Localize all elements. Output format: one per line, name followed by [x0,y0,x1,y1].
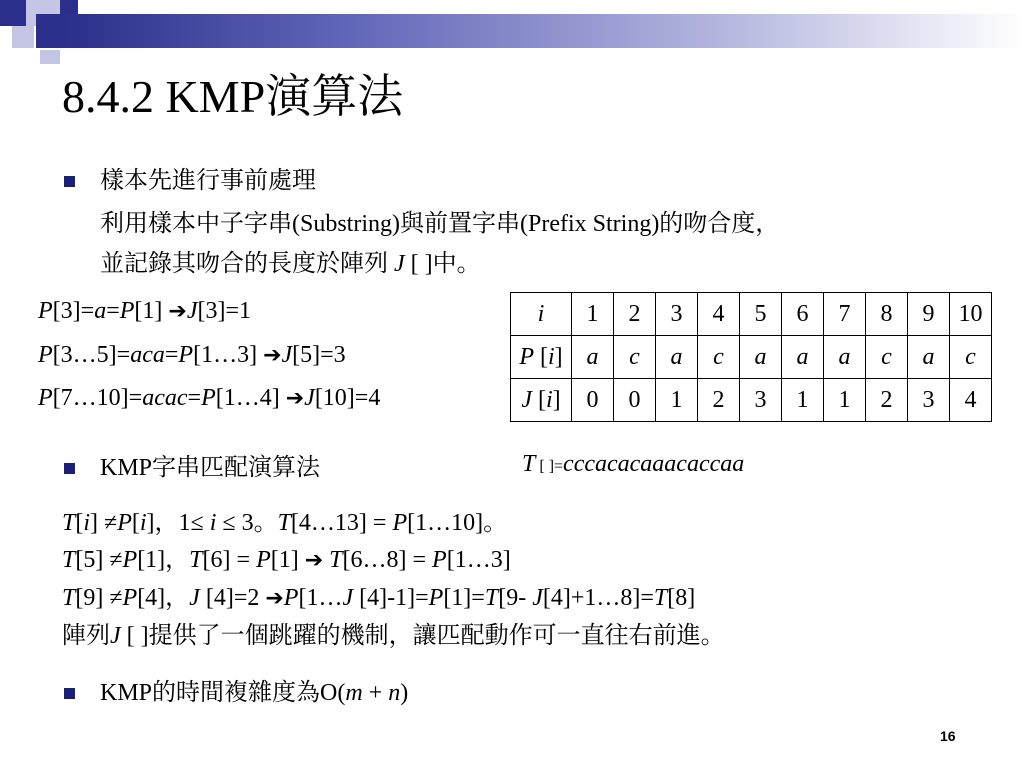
intro-line-1: 利用樣本中子字串(Substring)與前置字串(Prefix String)的吻合度， [100,211,780,237]
deco-square [36,14,60,48]
table-cell: c [950,336,992,379]
table-cell: c [614,336,656,379]
example-line: P[3]=a=P[1] ➔J[3]=1 [38,298,252,324]
arrow-right-icon: ➔ [265,586,284,611]
bullet-preprocess: 樣本先進行事前處理 [100,168,316,194]
table-cell: a [782,336,824,379]
table-row [511,336,992,379]
page-number: 16 [940,728,956,744]
example-line: P[3…5]=aca=P[1…3] ➔J[5]=3 [38,342,346,368]
header-cell: P [i] [511,336,572,379]
deco-square [0,0,26,26]
bullet-icon [64,688,75,699]
table-cell: 1 [656,379,698,422]
table-cell: a [740,336,782,379]
deco-square [12,26,34,48]
table-cell: c [698,336,740,379]
bullet-icon [64,463,75,474]
header-cell: i [511,293,572,336]
table-cell: 1 [824,379,866,422]
table-cell: 8 [866,293,908,336]
arrow-right-icon: ➔ [285,386,305,411]
explanation-line: T[5] ≠P[1]，T[6] = P[1] ➔ T[6…8] = P[1…3] [62,547,511,573]
table-cell: 7 [824,293,866,336]
table-cell: 4 [950,379,992,422]
example-line: P[7…10]=acac=P[1…4] ➔J[10]=4 [38,385,381,411]
table-cell: 3 [656,293,698,336]
table-cell: 2 [614,293,656,336]
table-row [511,379,992,422]
table-cell: a [572,336,614,379]
table-row [511,293,992,336]
table-cell: 9 [908,293,950,336]
table-cell: 3 [908,379,950,422]
table-cell: 10 [950,293,992,336]
kmp-table [510,292,992,422]
table-cell: a [656,336,698,379]
deco-square [60,0,78,14]
table-cell: 0 [572,379,614,422]
table-cell: 1 [572,293,614,336]
table-cell: a [824,336,866,379]
table-cell: 2 [698,379,740,422]
text-string: T [ ]=cccacacaaacaccaa [522,451,745,477]
arrow-right-icon: ➔ [168,299,187,324]
header-cell: J [i] [511,379,572,422]
explanation-line: 陣列J [ ]提供了一個跳躍的機制，讓匹配動作可一直往右前進。 [62,623,725,649]
header-gradient-bar [60,14,1024,48]
bullet-kmp-match: KMP字串匹配演算法 [100,455,321,481]
bullet-icon [64,176,75,187]
table-cell: 0 [614,379,656,422]
deco-square [40,50,60,64]
table-cell: a [908,336,950,379]
table-cell: 1 [782,379,824,422]
table-cell: 2 [866,379,908,422]
intro-line-2: 並記錄其吻合的長度於陣列 J [ ]中。 [100,251,481,277]
bullet-complexity: KMP的時間複雜度為O(m + n) [100,680,409,706]
slide-title: 8.4.2 KMP演算法 [62,71,404,122]
table-cell: c [866,336,908,379]
table-cell: 6 [782,293,824,336]
table-cell: 4 [698,293,740,336]
explanation-line: T[i] ≠P[i]，1≤ i ≤ 3。T[4…13] = P[1…10]。 [62,510,508,536]
arrow-right-icon: ➔ [263,343,282,368]
explanation-line: T[9] ≠P[4]，J [4]=2 ➔P[1…J [4]-1]=P[1]=T[9- J[4]+1…8]=T[8] [62,585,696,611]
arrow-right-icon: ➔ [304,548,324,573]
table-cell: 3 [740,379,782,422]
table-cell: 5 [740,293,782,336]
